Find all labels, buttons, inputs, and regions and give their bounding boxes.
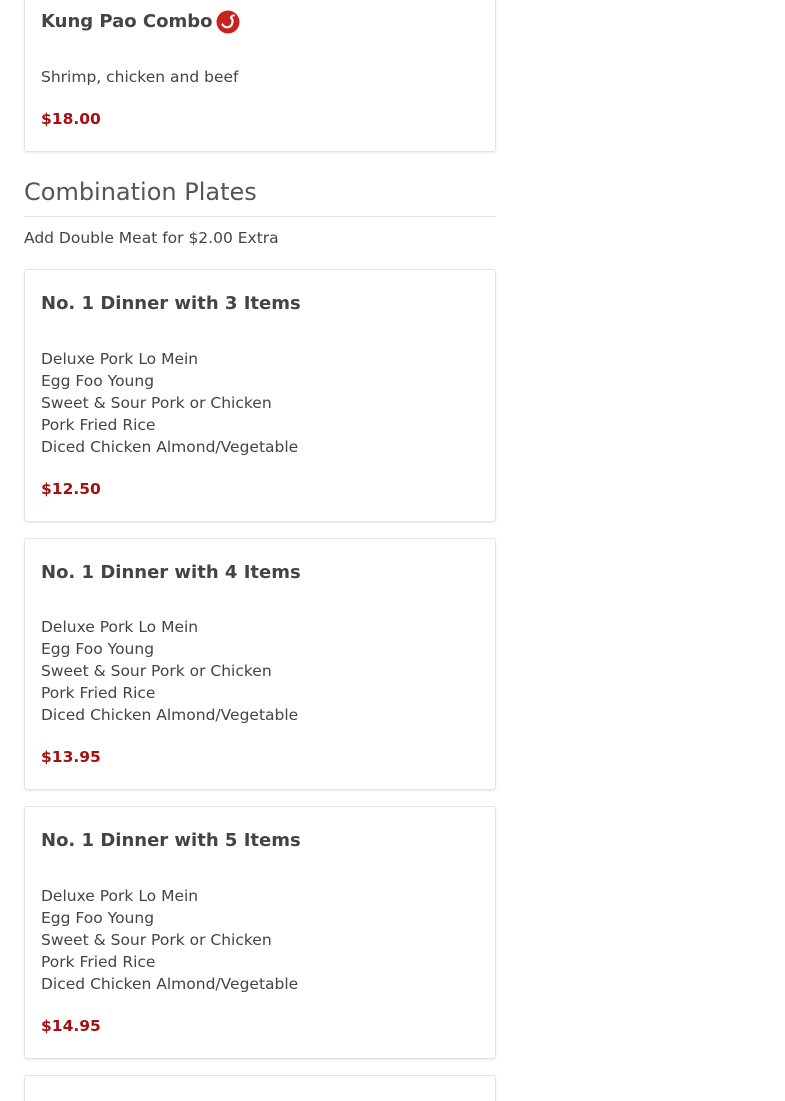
- description-line: Egg Foo Young: [41, 640, 155, 658]
- description-line: Egg Foo Young: [41, 909, 155, 927]
- description-line: Diced Chicken Almond/Vegetable: [41, 706, 299, 724]
- menu-item-title: No. 1 Dinner with 4 Items: [41, 562, 301, 583]
- description-line: Pork Fried Rice: [41, 953, 156, 971]
- description-line: Sweet & Sour Pork or Chicken: [41, 931, 272, 949]
- description-line: Shrimp, chicken and beef: [41, 68, 239, 86]
- menu-item-card[interactable]: [24, 806, 496, 1059]
- menu-item-description: [41, 616, 298, 726]
- description-line: Pork Fried Rice: [41, 684, 156, 702]
- menu-item-card[interactable]: [24, 538, 496, 790]
- menu-item-price: $18.00: [41, 110, 101, 128]
- menu-item-description: [41, 66, 238, 88]
- description-line: Deluxe Pork Lo Mein: [41, 618, 199, 636]
- menu-item-title: [41, 10, 240, 34]
- section-note: Add Double Meat for $2.00 Extra: [24, 229, 279, 247]
- description-line: Deluxe Pork Lo Mein: [41, 887, 199, 905]
- menu-item-description: [41, 348, 298, 458]
- section-title: Combination Plates: [24, 176, 496, 217]
- description-line: Diced Chicken Almond/Vegetable: [41, 438, 299, 456]
- menu-item-price: $12.50: [41, 480, 101, 498]
- menu-item-description: [41, 885, 298, 995]
- menu-item-title-text: Kung Pao Combo: [41, 11, 213, 32]
- menu-item-card[interactable]: [24, 1075, 496, 1101]
- menu-item-title: No. 1 Dinner with 3 Items: [41, 293, 301, 314]
- menu-item-card[interactable]: [24, 0, 496, 152]
- menu-item-price: $13.95: [41, 748, 101, 766]
- menu-item-title: No. 1 Dinner with 5 Items: [41, 830, 301, 851]
- menu-item-card[interactable]: [24, 269, 496, 522]
- description-line: Diced Chicken Almond/Vegetable: [41, 975, 299, 993]
- description-line: Deluxe Pork Lo Mein: [41, 350, 199, 368]
- description-line: Sweet & Sour Pork or Chicken: [41, 394, 272, 412]
- chili-pepper-icon: [216, 10, 240, 34]
- menu-item-price: $14.95: [41, 1017, 101, 1035]
- description-line: Sweet & Sour Pork or Chicken: [41, 662, 272, 680]
- description-line: Egg Foo Young: [41, 372, 155, 390]
- description-line: Pork Fried Rice: [41, 416, 156, 434]
